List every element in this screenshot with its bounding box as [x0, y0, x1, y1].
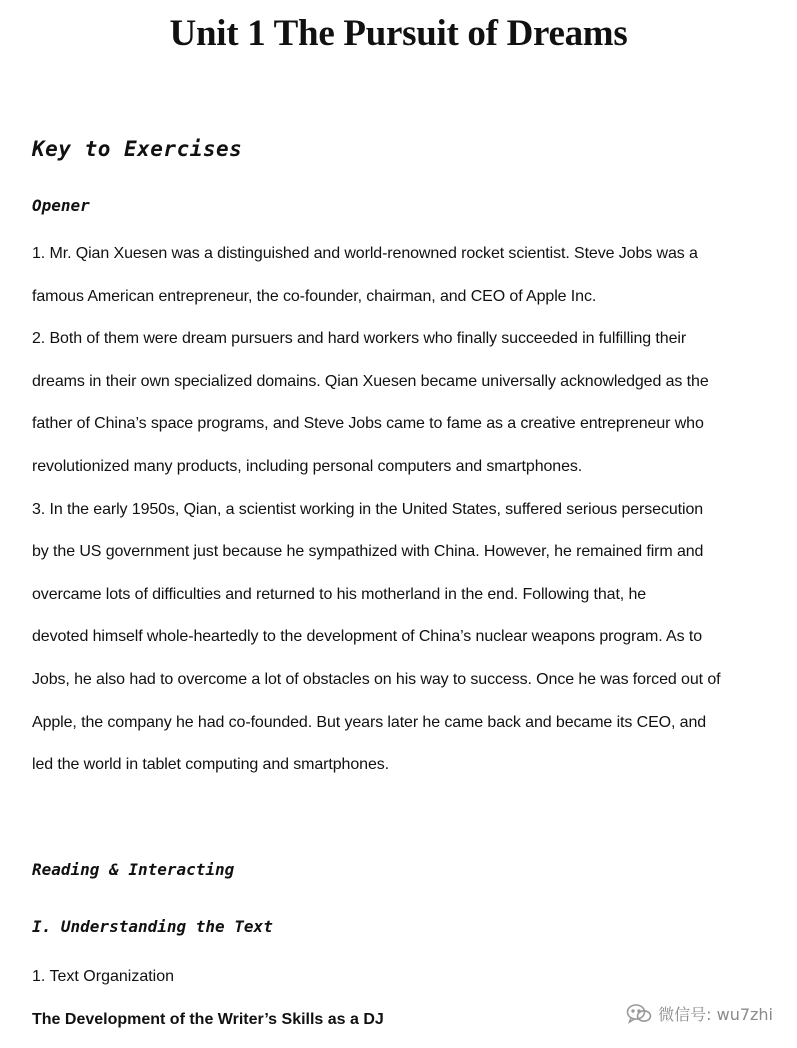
answer-line: led the world in tablet computing and smartphones.	[32, 756, 389, 774]
answer-line: overcame lots of difficulties and returned to his motherland in the end. Following that, he	[32, 585, 647, 603]
answer-line: 2. Both of them were dream pursuers and hard workers who finally succeeded in fulfilling their	[32, 330, 687, 348]
answer-line: famous American entrepreneur, the co-founder, chairman, and CEO of Apple Inc.	[32, 287, 597, 305]
reading-interacting-heading: Reading & Interacting	[32, 860, 235, 879]
answer-line: dreams in their own specialized domains. Qian Xuesen became universally acknowledged as the	[32, 372, 709, 390]
opener-answers	[32, 233, 787, 787]
answer-line: Apple, the company he had co-founded. But years later he came back and became its CEO, and	[32, 713, 707, 731]
answer-line: Jobs, he also had to overcome a lot of obstacles on his way to success. Once he was forced out of	[32, 670, 721, 688]
watermark	[626, 1002, 773, 1025]
key-to-exercises-heading: Key to Exercises	[32, 137, 243, 161]
answer-line: devoted himself whole-heartedly to the development of China’s nuclear weapons program. As to	[32, 628, 703, 646]
text-organization-label: 1. Text Organization	[32, 968, 175, 985]
page-title: Unit 1 The Pursuit of Dreams	[169, 13, 628, 54]
answer-line: revolutionized many products, including personal computers and smartphones.	[32, 457, 583, 475]
answer-line: father of China’s space programs, and Steve Jobs came to fame as a creative entrepreneur who	[32, 415, 704, 433]
opener-heading: Opener	[32, 196, 90, 215]
answer-line: 1. Mr. Qian Xuesen was a distinguished and world-renowned rocket scientist. Steve Jobs was a	[32, 245, 698, 262]
wechat-icon	[626, 1003, 652, 1025]
answer-3	[32, 489, 787, 787]
watermark-text: 微信号: wu7zhi	[658, 1005, 773, 1024]
answer-2	[32, 318, 787, 488]
understanding-text-heading: I. Understanding the Text	[32, 917, 273, 936]
answer-line: 3. In the early 1950s, Qian, a scientist working in the United States, suffered serious persecution	[32, 500, 704, 518]
answer-1	[32, 233, 787, 318]
answer-line: by the US government just because he sympathized with China. However, he remained firm and	[32, 543, 704, 561]
section-bold-title: The Development of the Writer’s Skills as a DJ	[32, 1011, 384, 1028]
